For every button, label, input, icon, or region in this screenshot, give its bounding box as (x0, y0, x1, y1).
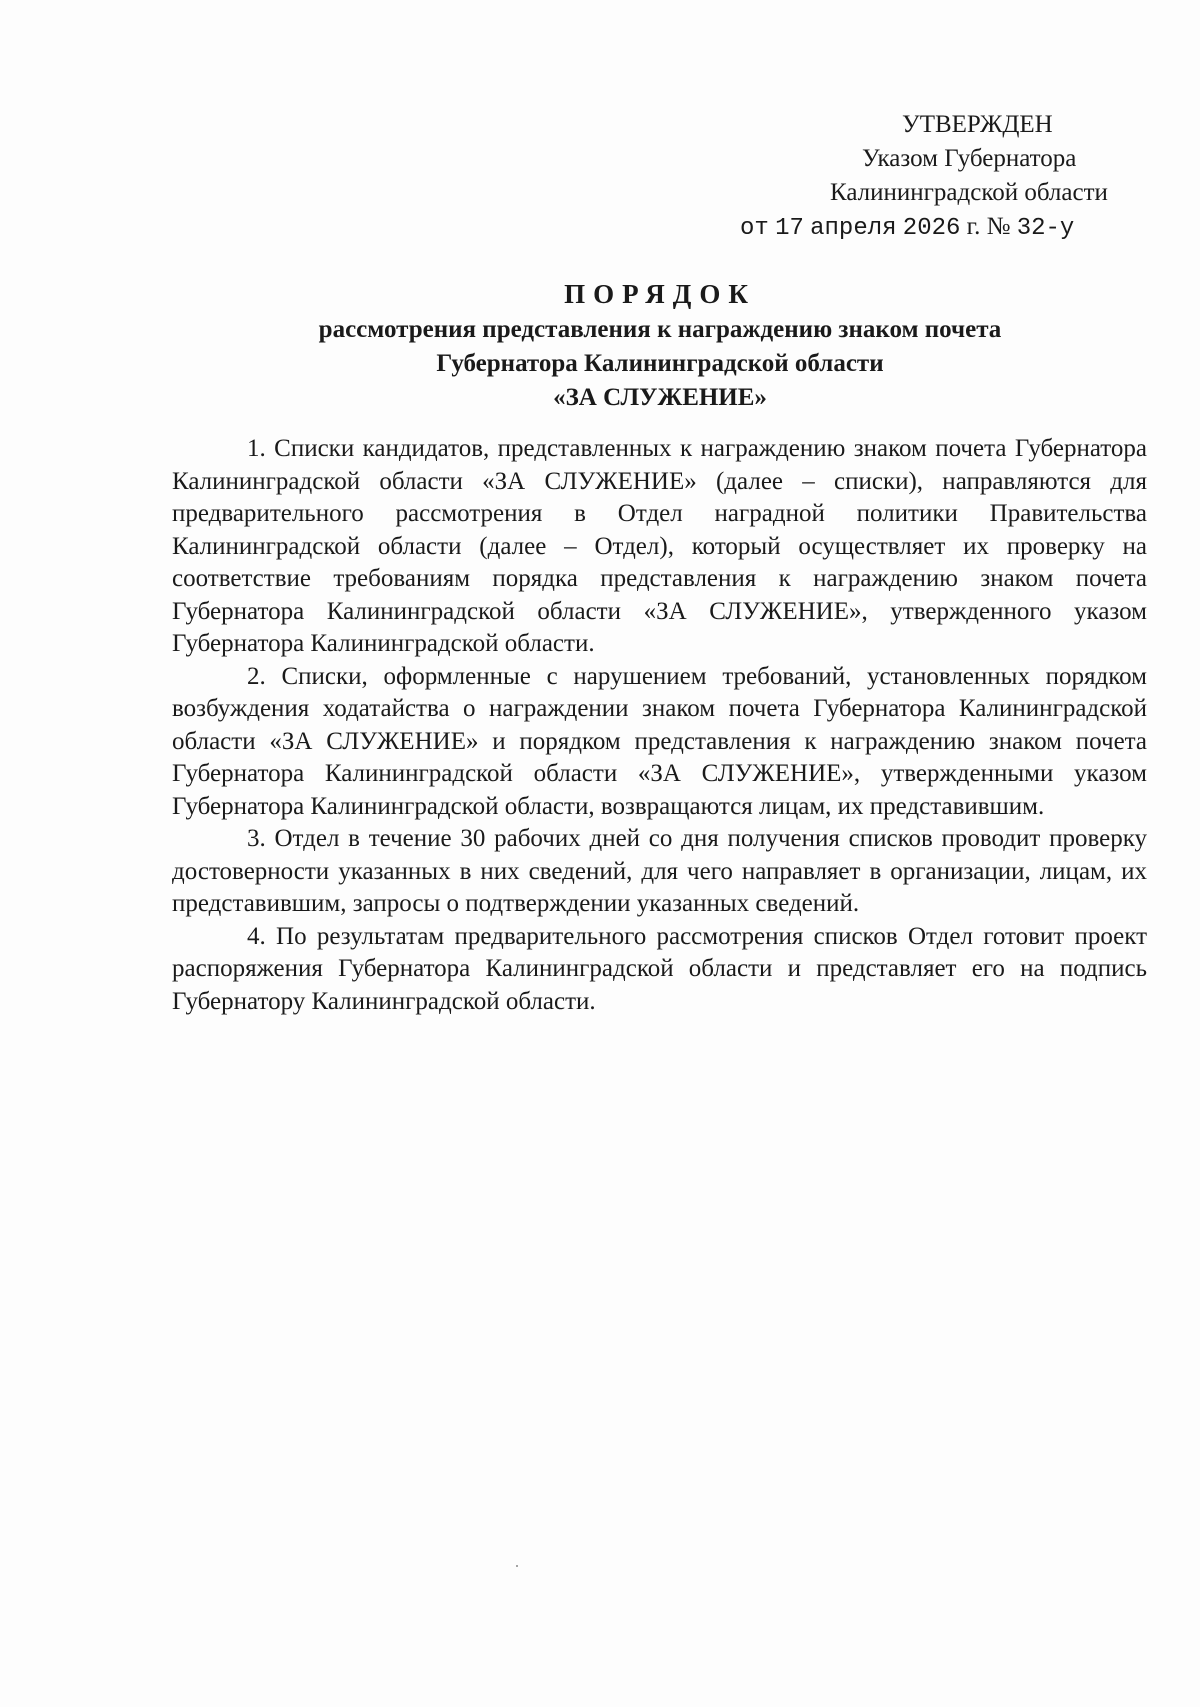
paragraph-4: 4. По результатам предварительного рассмотрения списков Отдел готовит проект распоряжения Губернатора Калининградской области и представляет его на подпись Губернатору Калининградской области. (172, 922, 1147, 1015)
approval-date-line (640, 210, 1145, 246)
date-year: 2026 (902, 215, 961, 242)
paragraph-2: 2. Списки, оформленные с нарушением требований, установленных порядком возбуждения ходатайства о награждении знаком почета Губернатора Калининградской области «ЗА СЛУЖЕНИЕ» и порядком представления к награждению знаком почета Губернатора Калининградской области «ЗА СЛУЖЕНИЕ», утвержденными указом Губернатора Калининградской области, возвращаются лицам, их представившим. (172, 662, 1147, 820)
date-prefix: от (740, 215, 769, 242)
approval-stamp (640, 108, 1145, 246)
decree-number: 32-у (1016, 215, 1075, 242)
approval-approved: УТВЕРЖДЕН (902, 111, 1053, 138)
scan-speck (516, 1565, 518, 1567)
paragraph-3: 3. Отдел в течение 30 рабочих дней со дня получения списков проводит проверку достоверности указанных в них сведений, для чего направляет в организации, лицам, их представившим, запросы о подтверждении указанных сведений. (172, 825, 1147, 917)
title-line-1: рассмотрения представления к награждению знаком почета (318, 316, 1002, 343)
document-body (172, 433, 1147, 1018)
title-heading: ПОРЯДОК (564, 279, 756, 309)
date-month: апреля (810, 215, 897, 242)
date-year-suffix: г. № (966, 213, 1011, 240)
approval-by-decree: Указом Губернатора (862, 145, 1077, 172)
date-day: 17 (775, 215, 804, 242)
document-title (170, 275, 1150, 415)
title-line-3: «ЗА СЛУЖЕНИЕ» (553, 384, 767, 411)
paragraph-1: 1. Списки кандидатов, представленных к награждению знаком почета Губернатора Калининградской области «ЗА СЛУЖЕНИЕ» (далее – списки), направляются для предварительного рассмотрения в Отдел наградной политики Правительства Калининградской области (далее – Отдел), который осуществляет их проверку на соответствие требованиям порядка представления к награждению знаком почета Губернатора Калининградской области «ЗА СЛУЖЕНИЕ», утвержденного указом Губернатора Калининградской области. (172, 435, 1147, 657)
approval-region: Калининградской области (830, 179, 1108, 206)
title-line-2: Губернатора Калининградской области (436, 350, 884, 377)
